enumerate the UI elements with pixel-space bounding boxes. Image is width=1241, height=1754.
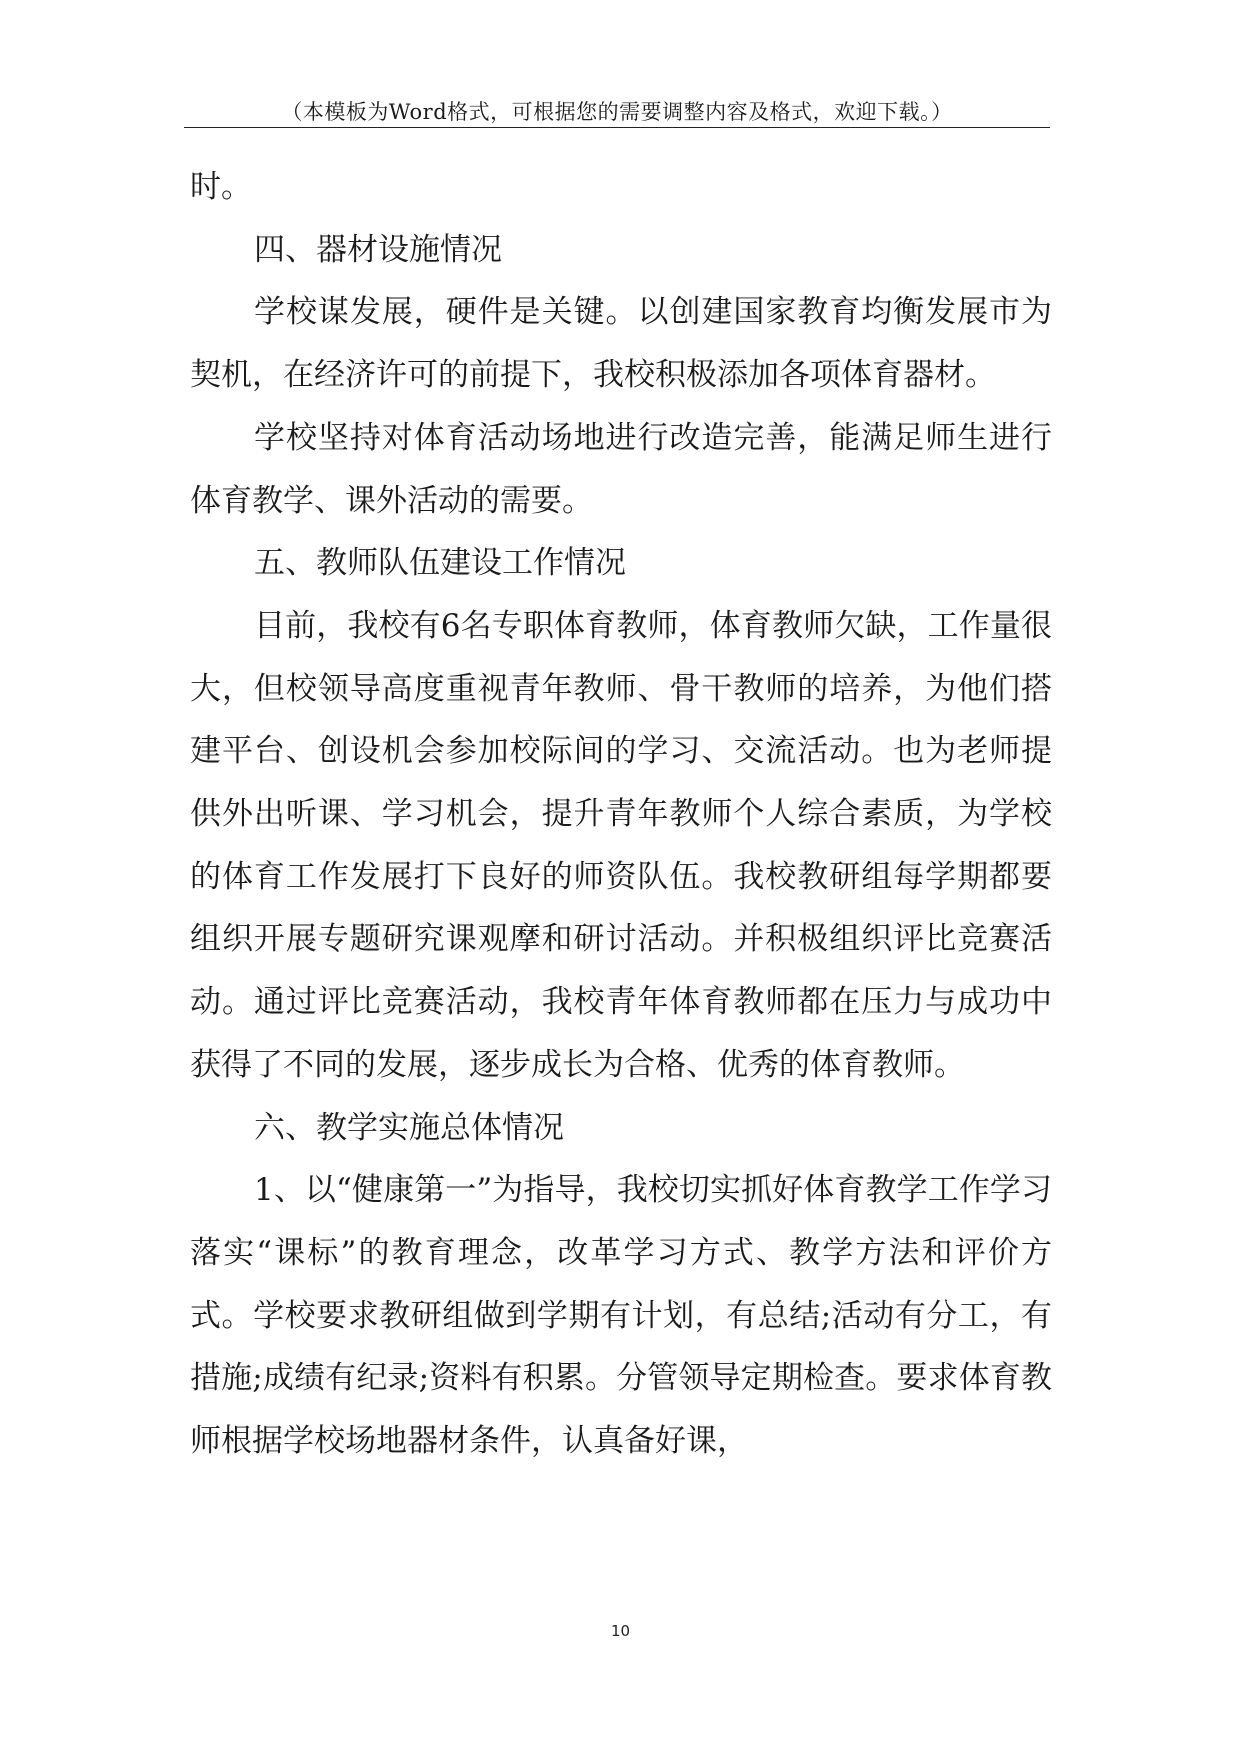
section-heading-teachers: 五、教师队伍建设工作情况 — [254, 545, 626, 582]
page-header: （本模板为Word格式，可根据您的需要调整内容及格式，欢迎下载。） — [281, 100, 953, 124]
section-heading-teaching: 六、教学实施总体情况 — [254, 1109, 564, 1146]
section-heading-equipment: 四、器材设施情况 — [254, 231, 502, 268]
header-divider — [184, 127, 1050, 128]
paragraph-continuation: 时。 — [190, 169, 252, 205]
paragraph-hardware: 学校谋发展，硬件是关键。以创建国家教育均衡发展市为契机，在经济许可的前提下，我校积极添加各项体育器材。 — [190, 294, 1052, 394]
paragraph-teachers: 目前，我校有6名专职体育教师，体育教师欠缺，工作量很大，但校领导高度重视青年教师、骨干教师的培养，为他们搭建平台、创设机会参加校际间的学习、交流活动。也为老师提供外出听课、学习机会，提升青年教师个人综合素质，为学校的体育工作发展打下良好的师资队伍。我校教研组每学期都要组织开展专题研究课观摩和研讨活动。并积极组织评比竞赛活动。通过评比竞赛活动，我校青年体育教师都在压力与成功中获得了不同的发展，逐步成长为合格、优秀的体育教师。 — [190, 607, 1052, 1083]
document-body — [190, 156, 1052, 1473]
paragraph-venue: 学校坚持对体育活动场地进行改造完善，能满足师生进行体育教学、课外活动的需要。 — [190, 419, 1052, 519]
paragraph-teaching: 1、以“健康第一”为指导，我校切实抓好体育教学工作学习落实“课标”的教育理念，改革学习方式、教学方法和评价方式。学校要求教研组做到学期有计划，有总结;活动有分工，有措施;成绩有纪录;资料有积累。分管领导定期检查。要求体育教师根据学校场地器材条件，认真备好课， — [190, 1172, 1052, 1460]
page-number: 10 — [610, 1622, 631, 1640]
